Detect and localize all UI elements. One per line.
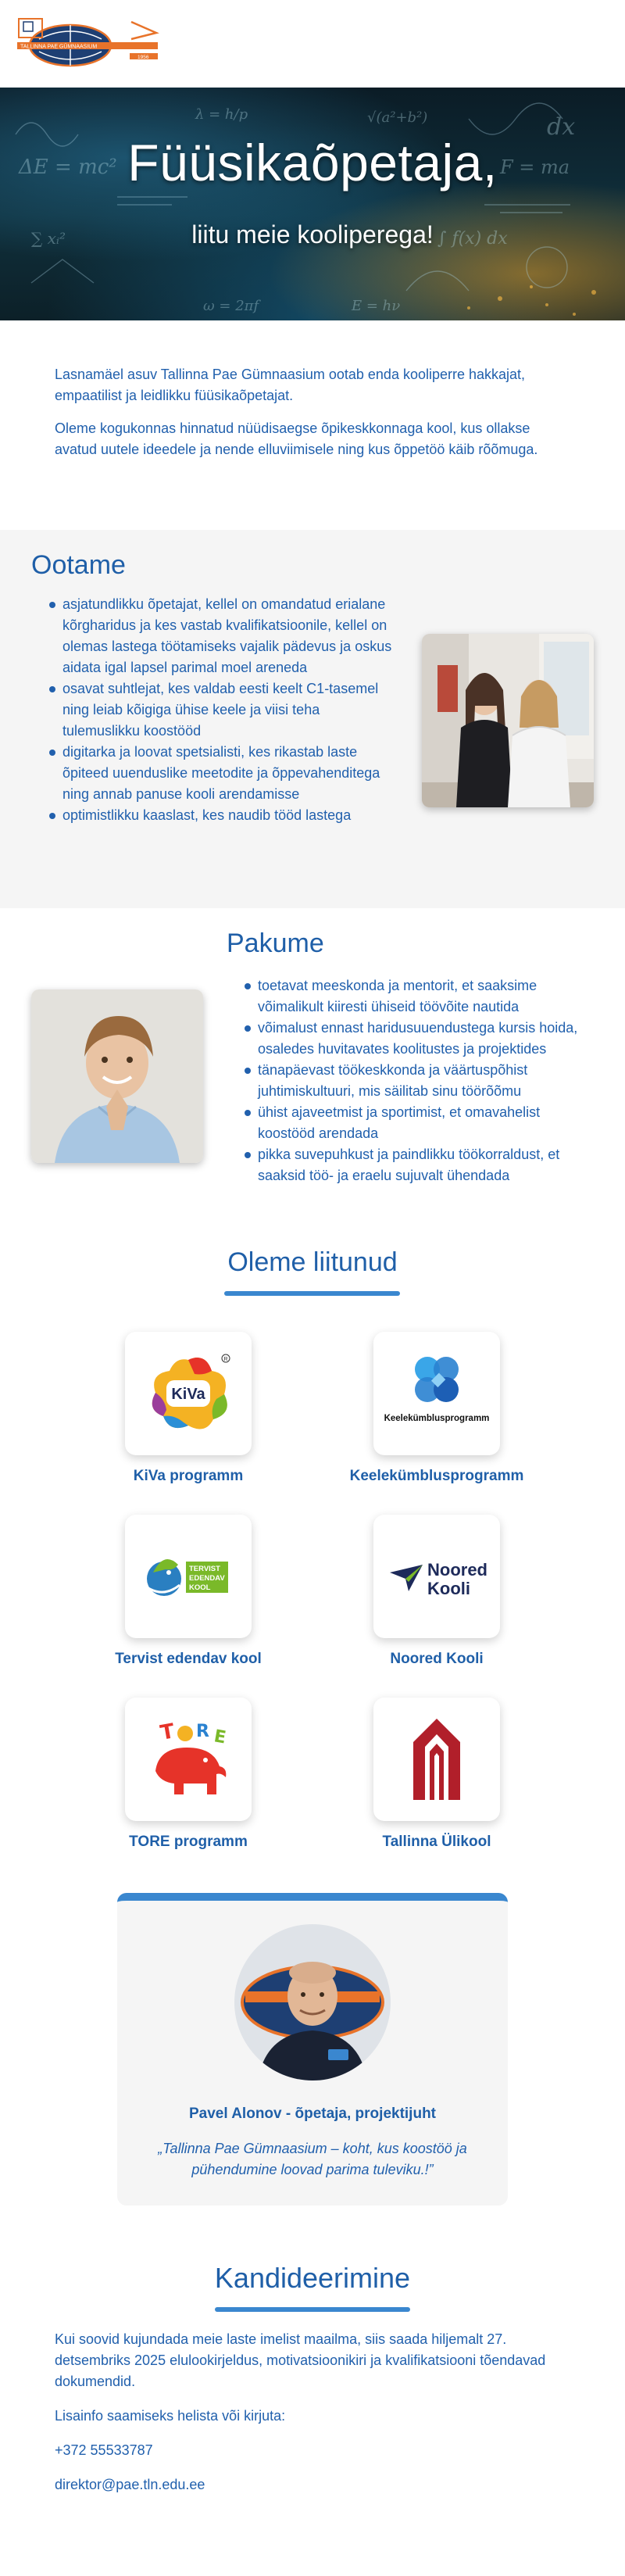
svg-text:√(a²+b²): √(a²+b²) xyxy=(367,109,428,126)
tallinna-ulikool-logo xyxy=(373,1698,500,1821)
ootame-list xyxy=(62,594,398,826)
svg-text:T: T xyxy=(159,1719,177,1745)
hero-subtitle: liitu meie kooliperega! xyxy=(191,220,434,249)
testimonial-quote: „Tallinna Pae Gümnaasium – koht, kus koostöö ja pühendumine loovad parima tuleviku.!” xyxy=(158,2141,467,2177)
tervist-edendav-kool-logo xyxy=(125,1515,252,1638)
svg-text:1956: 1956 xyxy=(138,55,149,60)
hero-title: Füüsikaõpetaja, xyxy=(127,134,498,191)
svg-text:F = ma: F = ma xyxy=(500,156,570,178)
school-logo[interactable] xyxy=(16,16,164,70)
pakume-title: Pakume xyxy=(227,928,324,958)
list-item: pikka suvepuhkust ja paindlikku töökorraldust, et saaksid töö- ja eraelu sujuvalt ühendada xyxy=(258,1144,594,1186)
list-item: tänapäevast töökeskkonda ja väärtuspõhist juhtimiskultuuri, mis säilitab sinu töörõõmu xyxy=(258,1060,594,1102)
svg-text:Noored: Noored xyxy=(427,1560,488,1580)
svg-text:∫ f(x) dx: ∫ f(x) dx xyxy=(438,229,508,249)
students-photo xyxy=(422,634,594,807)
title-underline xyxy=(215,2307,410,2312)
svg-text:EDENDAV: EDENDAV xyxy=(189,1574,225,1583)
svg-text:R: R xyxy=(196,1722,209,1741)
testimonial-name: Pavel Alonov - õpetaja, projektijuht xyxy=(188,2106,436,2122)
application-section xyxy=(0,2262,625,2576)
ootame-title: Ootame xyxy=(31,550,126,580)
list-item: asjatundlikku õpetajat, kellel on omandatud erialane kõrgharidus ja kes vastab kvalifikatsioonile, kellel on olemas lastega töötamiseks vajalik pädevus ja oskus aidata igal lapsel parimal moel areneda xyxy=(62,594,398,678)
testimonial-section xyxy=(0,1893,625,2262)
contact-info-label: Lisainfo saamiseks helista või kirjuta: xyxy=(55,2408,286,2424)
list-item: ühist ajaveetmist ja sportimist, et omavahelist koostööd arendada xyxy=(258,1102,594,1144)
svg-text:ω = 2πf: ω = 2πf xyxy=(203,298,259,314)
ootame-section xyxy=(0,530,625,908)
partner-label: Keelekümblusprogramm xyxy=(349,1468,524,1484)
intro-paragraph: Lasnamäel asuv Tallinna Pae Gümnaasium ootab enda kooliperre hakkajat, empaatilist ja leidlikku füüsikaõpetajat. xyxy=(55,367,526,403)
partner-card-kiva[interactable] xyxy=(125,1332,252,1485)
svg-text:Keelekümblusprogramm: Keelekümblusprogramm xyxy=(384,1414,490,1423)
svg-text:KOOL: KOOL xyxy=(189,1583,211,1592)
application-text: Kui soovid kujundada meie laste imelist maailma, siis saada hiljemalt 27. detsembriks 2025 elulookirjeldus, motivatsioonikiri ja kvalifikatsiooni tõendavad dokumendid. xyxy=(55,2331,546,2389)
partner-card-keelekumblus[interactable] xyxy=(349,1332,524,1485)
hero-banner xyxy=(0,88,625,320)
list-item: võimalust ennast haridusuuendustega kursis hoida, osaledes huvitavates koolitustes ja projektides xyxy=(258,1018,594,1060)
svg-text:∑ xᵢ²: ∑ xᵢ² xyxy=(31,229,66,248)
svg-text:E: E xyxy=(212,1726,228,1748)
svg-text:λ = h/p: λ = h/p xyxy=(195,106,248,123)
partner-card-tervist[interactable] xyxy=(115,1515,262,1668)
partners-title: Oleme liitunud xyxy=(227,1247,398,1277)
partner-label: Tervist edendav kool xyxy=(115,1651,262,1667)
intro-paragraph: Oleme kogukonnas hinnatud nüüdisaegse õpikeskkonnaga kool, kus ollakse avatud uutele ideedele ja nende elluviimisele ning kus õppetöö käib rõõmuga. xyxy=(55,420,538,457)
contact-email[interactable]: direktor@pae.tln.edu.ee xyxy=(55,2477,205,2492)
svg-text:KiVa: KiVa xyxy=(171,1386,205,1403)
application-body xyxy=(55,2329,570,2509)
teacher-avatar xyxy=(234,1924,391,2080)
noored-kooli-logo xyxy=(373,1515,500,1638)
partner-label: KiVa programm xyxy=(133,1468,244,1484)
intro-section xyxy=(0,320,625,530)
equations-background xyxy=(0,88,625,320)
list-item: toetavat meeskonda ja mentorit, et saaksime võimalikult kiiresti ühiseid töövõite nautida xyxy=(258,975,594,1018)
partners-section xyxy=(0,1230,625,1893)
site-header xyxy=(0,0,625,88)
list-item: osavat suhtlejat, kes valdab eesti keelt C1-tasemel ning leiab kõigiga ühise keele ja viisi teha tulemuslikku koostööd xyxy=(62,678,398,742)
partner-card-noored-kooli[interactable] xyxy=(373,1515,500,1668)
svg-text:TALLINNA PAE GÜMNAASIUM: TALLINNA PAE GÜMNAASIUM xyxy=(20,44,98,50)
partner-label: Tallinna Ülikool xyxy=(382,1834,491,1850)
svg-text:E = hν: E = hν xyxy=(352,298,401,314)
tore-logo xyxy=(125,1698,252,1821)
pakume-list xyxy=(258,975,594,1186)
svg-text:dx: dx xyxy=(547,113,576,141)
contact-phone[interactable]: +372 55533787 xyxy=(55,2442,153,2458)
student-boy-photo xyxy=(31,989,203,1163)
pakume-section xyxy=(0,908,625,1230)
svg-text:ΔE = mc²: ΔE = mc² xyxy=(19,156,117,179)
testimonial-card xyxy=(117,1893,508,2206)
partner-card-tore[interactable] xyxy=(125,1698,252,1851)
partner-label: Noored Kooli xyxy=(390,1651,484,1667)
list-item: optimistlikku kaaslast, kes naudib tööd lastega xyxy=(62,805,398,826)
partner-card-tallinna-ulikool[interactable] xyxy=(373,1698,500,1851)
partner-label: TORE programm xyxy=(129,1834,248,1850)
svg-text:Kooli: Kooli xyxy=(427,1579,470,1598)
svg-text:R: R xyxy=(223,1357,228,1362)
kiva-logo xyxy=(125,1332,252,1455)
title-underline xyxy=(224,1291,400,1296)
list-item: digitarka ja loovat spetsialisti, kes rikastab laste õpiteed uuenduslike meetodite ja õppevahenditega ning annab panuse kooli arendamisse xyxy=(62,742,398,805)
keelekumblus-logo xyxy=(373,1332,500,1455)
svg-text:TERVIST: TERVIST xyxy=(189,1565,220,1573)
application-title: Kandideerimine xyxy=(214,2262,411,2294)
